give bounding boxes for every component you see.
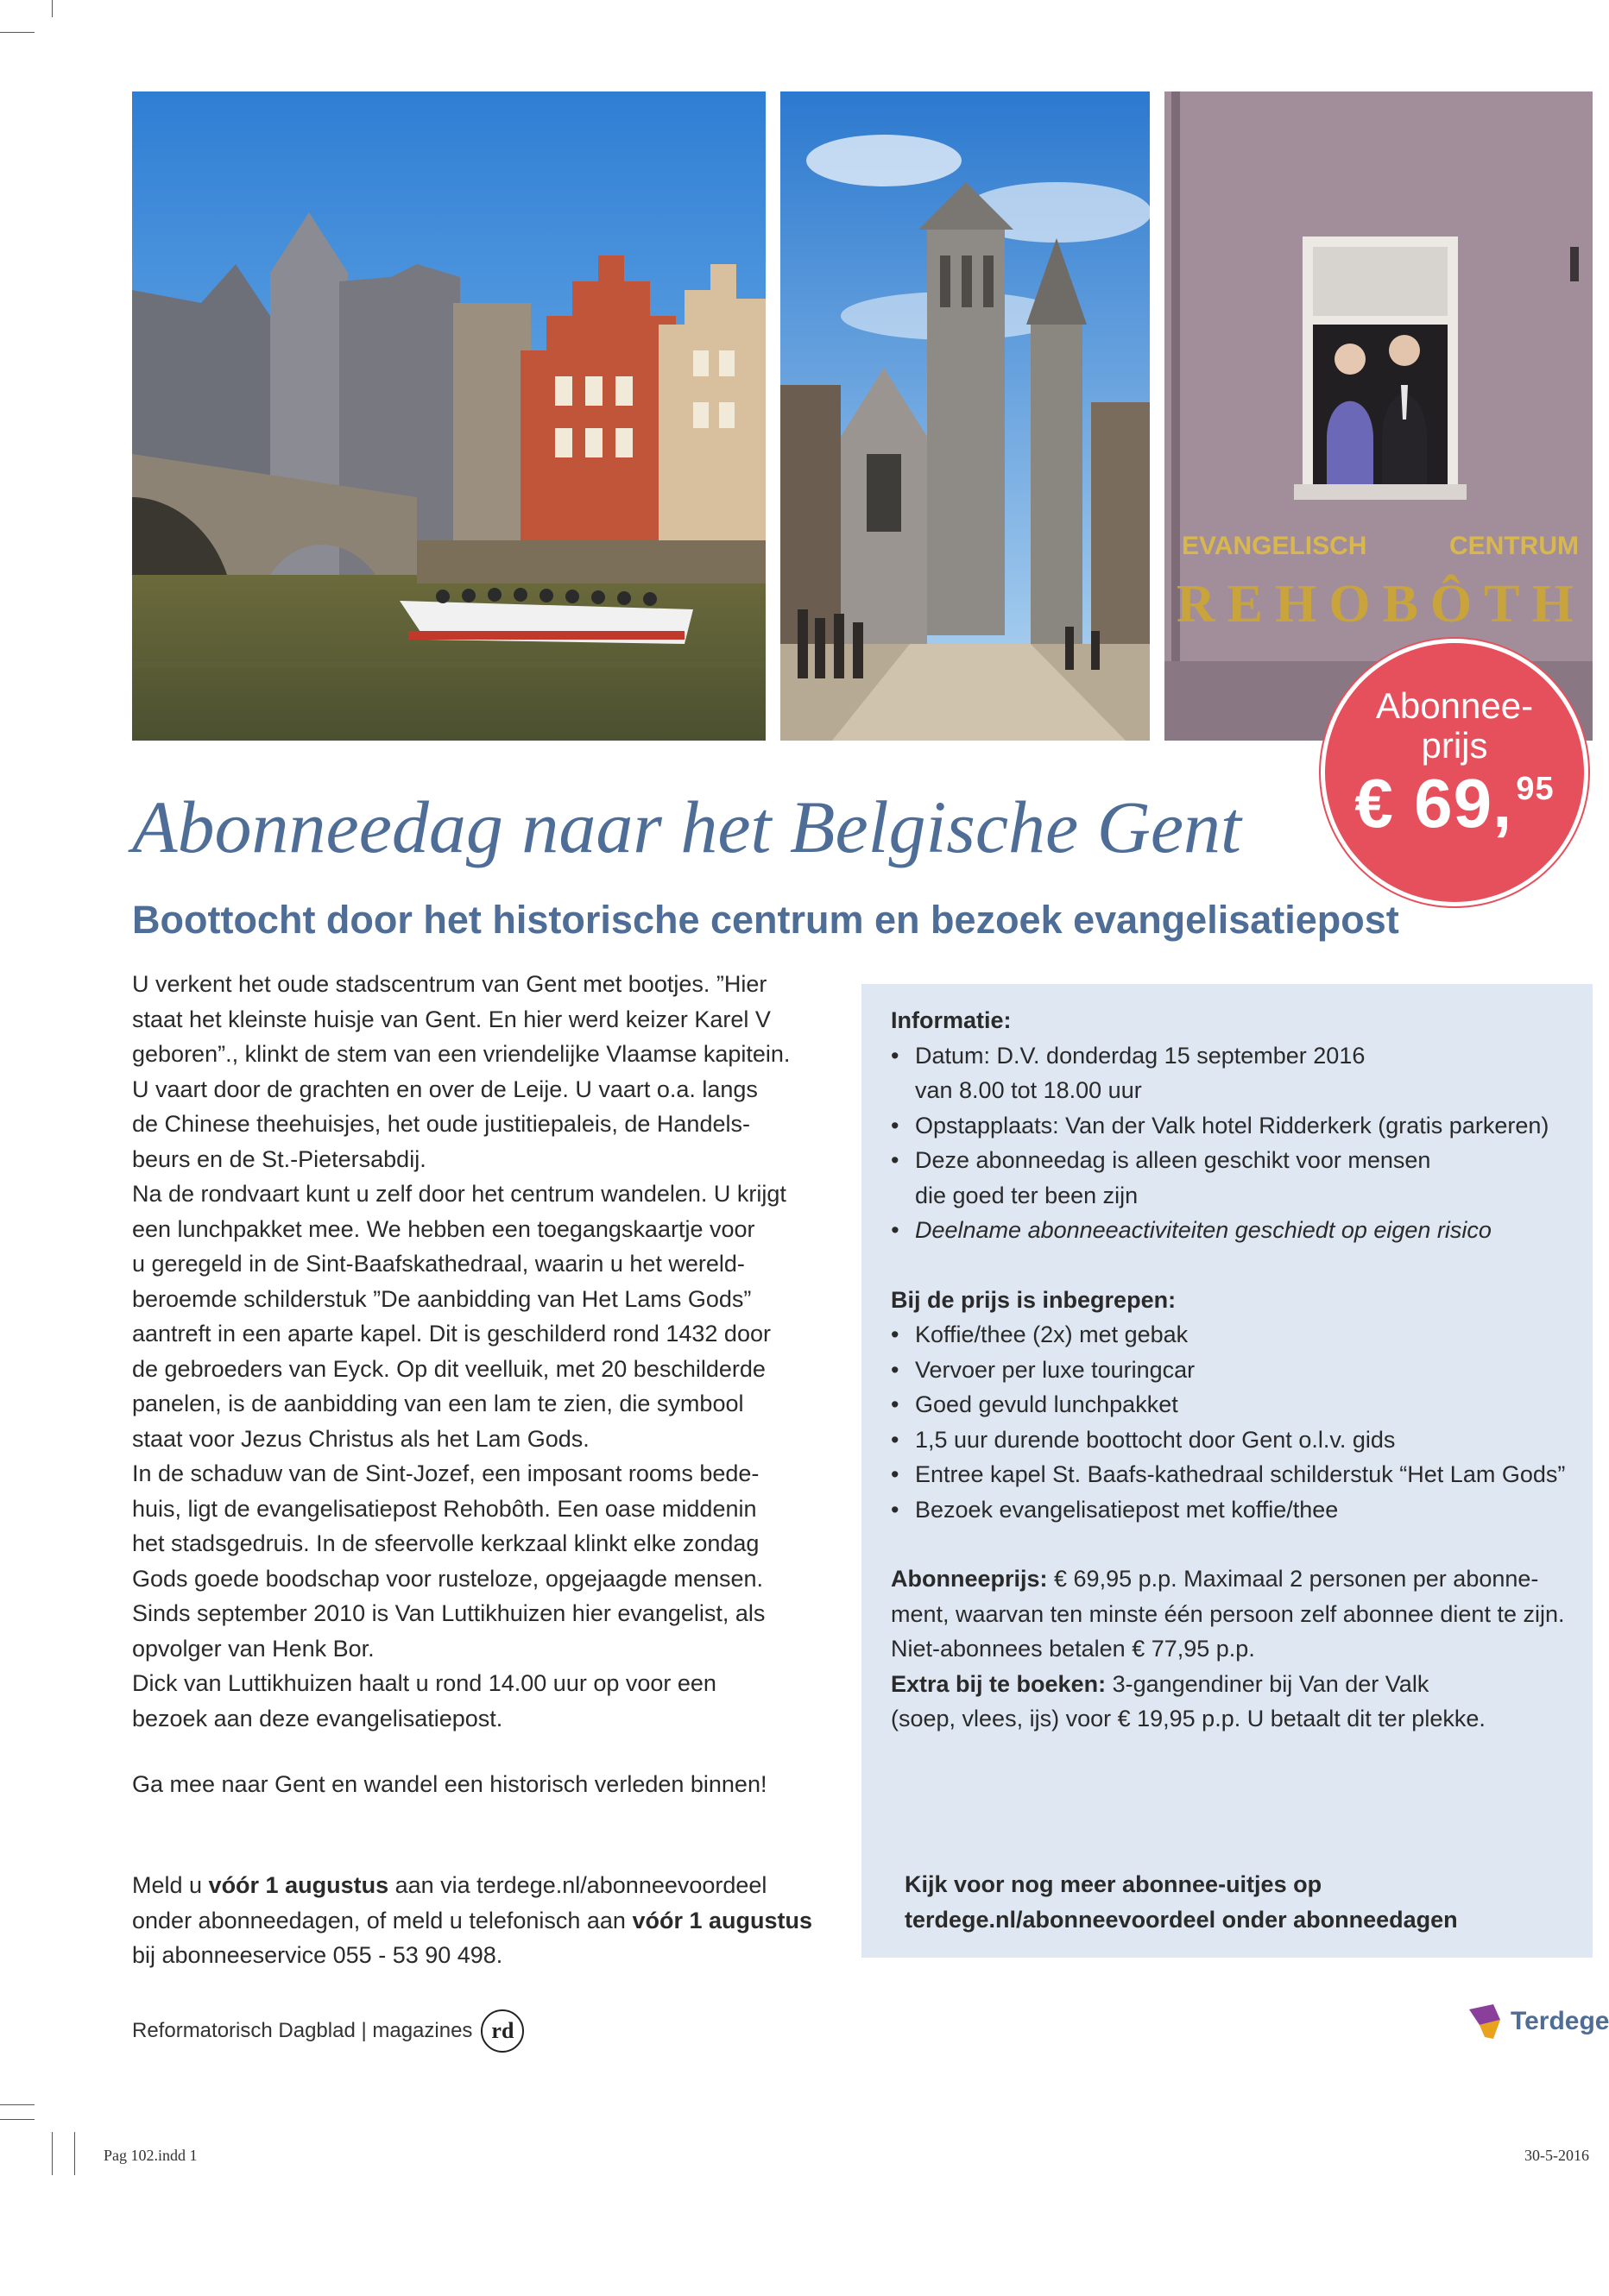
slug-file: Pag 102.indd 1 bbox=[104, 2147, 198, 2164]
body-line: het stadsgedruis. In de sfeervolle kerkzaal klinkt elke zondag bbox=[132, 1530, 760, 1556]
register-link[interactable]: aan via terdege.nl/abonneevoordeel bbox=[388, 1872, 767, 1898]
badge-line2: prijs bbox=[1421, 725, 1488, 766]
photo-graslei-canal bbox=[132, 91, 766, 741]
included-item: • Bezoek evangelisatiepost met koffie/thee bbox=[891, 1492, 1584, 1528]
included-list bbox=[891, 1317, 1584, 1527]
body-line: Dick van Luttikhuizen haalt u rond 14.00 uur op voor een bbox=[132, 1670, 716, 1696]
body-line: U vaart door de grachten en over de Leije. U vaart o.a. langs bbox=[132, 1075, 758, 1102]
rd-logo-icon: rd bbox=[481, 2009, 524, 2053]
extra-label: Extra bij te boeken: bbox=[891, 1670, 1107, 1697]
info-departure: • Opstapplaats: Van der Valk hotel Ridderkerk (gratis parkeren) bbox=[891, 1108, 1584, 1144]
info-box bbox=[861, 984, 1593, 1958]
body-line: staat voor Jezus Christus als het Lam Gods. bbox=[132, 1425, 590, 1452]
body-line: staat het kleinste huisje van Gent. En hier werd keizer Karel V bbox=[132, 1006, 771, 1032]
register-text: onder abonneedagen, of meld u telefonisch aan bbox=[132, 1907, 633, 1933]
pricing-line1: € 69,95 p.p. Maximaal 2 personen per abonne- bbox=[1047, 1566, 1539, 1592]
included-item: • Vervoer per luxe touringcar bbox=[891, 1353, 1584, 1388]
body-line: opvolger van Henk Bor. bbox=[132, 1635, 375, 1662]
included-item: • Goed gevuld lunchpakket bbox=[891, 1387, 1584, 1422]
page-subtitle: Boottocht door het historische centrum en bezoek evangelisatiepost bbox=[132, 898, 1399, 942]
body-line: beroemde schilderstuk ”De aanbidding van Het Lams Gods” bbox=[132, 1285, 752, 1312]
pricing-line3: Niet-abonnees betalen € 77,95 p.p. bbox=[891, 1636, 1255, 1662]
body-line: U verkent het oude stadscentrum van Gent met bootjes. ”Hier bbox=[132, 971, 767, 997]
crop-mark bbox=[52, 0, 53, 17]
info-suitability-cont: die goed ter been zijn bbox=[915, 1182, 1139, 1208]
body-line: u geregeld in de Sint-Baafskathedraal, waarin u het wereld- bbox=[132, 1251, 745, 1277]
badge-label bbox=[1325, 686, 1584, 766]
body-line: een lunchpakket mee. We hebben een toegangskaartje voor bbox=[132, 1215, 755, 1242]
info-risk: • Deelname abonneeactiviteiten geschiedt op eigen risico bbox=[891, 1213, 1584, 1248]
body-line: huis, ligt de evangelisatiepost Rehobôth. Een oase middenin bbox=[132, 1495, 757, 1522]
photo-sint-niklaaskerk bbox=[780, 91, 1150, 741]
body-line: geboren”., klinkt de stem van een vriendelijke Vlaamse kapitein. bbox=[132, 1041, 791, 1067]
body-line: de Chinese theehuisjes, het oude justitiepaleis, de Handels- bbox=[132, 1111, 750, 1137]
pricing-label: Abonneeprijs: bbox=[891, 1566, 1048, 1592]
crop-mark bbox=[0, 2119, 35, 2120]
body-line: de gebroeders van Eyck. Op dit veelluik, met 20 beschilderde bbox=[132, 1355, 766, 1382]
info-heading: Informatie: bbox=[891, 1007, 1012, 1033]
body-line: panelen, is de aanbidding van een lam te zien, die symbool bbox=[132, 1391, 744, 1416]
info-list bbox=[891, 1038, 1584, 1248]
terdege-wordmark: Terdege bbox=[1511, 2007, 1609, 2035]
included-heading: Bij de prijs is inbegrepen: bbox=[891, 1286, 1177, 1313]
info-time: van 8.00 tot 18.00 uur bbox=[915, 1077, 1142, 1103]
body-line: aantreft in een aparte kapel. Dit is geschilderd rond 1432 door bbox=[132, 1321, 771, 1347]
pricing-block bbox=[891, 1561, 1584, 1737]
terdege-mark-icon bbox=[1467, 2003, 1505, 2041]
included-item: • Entree kapel St. Baafs-kathedraal schilderstuk “Het Lam Gods” bbox=[891, 1457, 1584, 1492]
included-item: • Koffie/thee (2x) met gebak bbox=[891, 1317, 1584, 1353]
sign-rehoboth: REHOBÔTH bbox=[1177, 575, 1586, 634]
badge-price bbox=[1325, 764, 1584, 843]
register-deadline: vóór 1 augustus bbox=[632, 1907, 812, 1933]
body-line: Sinds september 2010 is Van Luttikhuizen hier evangelist, als bbox=[132, 1600, 766, 1626]
badge-price-main: € 69, bbox=[1354, 765, 1513, 842]
more-link[interactable]: terdege.nl/abonneevoordeel onder abonneedagen bbox=[905, 1906, 1458, 1933]
body-line: Gods goede boodschap voor rusteloze, opgejaagde mensen. bbox=[132, 1565, 764, 1592]
registration-note bbox=[132, 1868, 840, 1973]
terdege-logo bbox=[1467, 2003, 1609, 2041]
info-suitability: • Deze abonneedag is alleen geschikt voor mensen bbox=[891, 1143, 1584, 1178]
register-deadline: vóór 1 augustus bbox=[208, 1872, 389, 1898]
slug-date: 30-5-2016 bbox=[1524, 2147, 1589, 2164]
publisher-logo bbox=[132, 2009, 524, 2053]
publisher-name: Reformatorisch Dagblad | magazines bbox=[132, 2019, 473, 2042]
register-phone: bij abonneeservice 055 - 53 90 498. bbox=[132, 1942, 503, 1968]
sign-evangelisch: EVANGELISCH bbox=[1182, 532, 1367, 560]
body-line: beurs en de St.-Pietersabdij. bbox=[132, 1145, 426, 1172]
page-title: Abonneedag naar het Belgische Gent bbox=[132, 785, 1241, 868]
register-text: Meld u bbox=[132, 1872, 209, 1898]
included-item: • 1,5 uur durende boottocht door Gent o.l.v. gids bbox=[891, 1422, 1584, 1458]
sign-centrum: CENTRUM bbox=[1449, 532, 1579, 560]
badge-line1: Abonnee- bbox=[1375, 685, 1534, 726]
crop-mark bbox=[52, 2132, 53, 2175]
body-line: Na de rondvaart kunt u zelf door het centrum wandelen. U krijgt bbox=[132, 1181, 786, 1207]
photo-rehoboth-building bbox=[1164, 91, 1593, 741]
price-badge bbox=[1325, 643, 1584, 902]
badge-price-cents: 95 bbox=[1516, 771, 1555, 807]
info-date: • Datum: D.V. donderdag 15 september 2016 bbox=[891, 1038, 1584, 1074]
body-line: bezoek aan deze evangelisatiepost. bbox=[132, 1705, 503, 1731]
crop-mark bbox=[74, 2132, 75, 2175]
body-line: In de schaduw van de Sint-Jozef, een imposant rooms bede- bbox=[132, 1460, 760, 1486]
more-line1: Kijk voor nog meer abonnee-uitjes op bbox=[905, 1871, 1322, 1897]
article-body bbox=[132, 967, 823, 1802]
more-outings bbox=[905, 1867, 1458, 1937]
crop-mark bbox=[0, 32, 35, 33]
crop-mark bbox=[0, 2104, 35, 2105]
extra-line1: 3-gangendiner bij Van der Valk bbox=[1106, 1670, 1429, 1697]
pricing-line2: ment, waarvan ten minste één persoon zelf abonnee dient te zijn. bbox=[891, 1600, 1565, 1627]
closing-line: Ga mee naar Gent en wandel een historisch verleden binnen! bbox=[132, 1771, 767, 1797]
extra-line2: (soep, vlees, ijs) voor € 19,95 p.p. U betaalt dit ter plekke. bbox=[891, 1706, 1486, 1731]
